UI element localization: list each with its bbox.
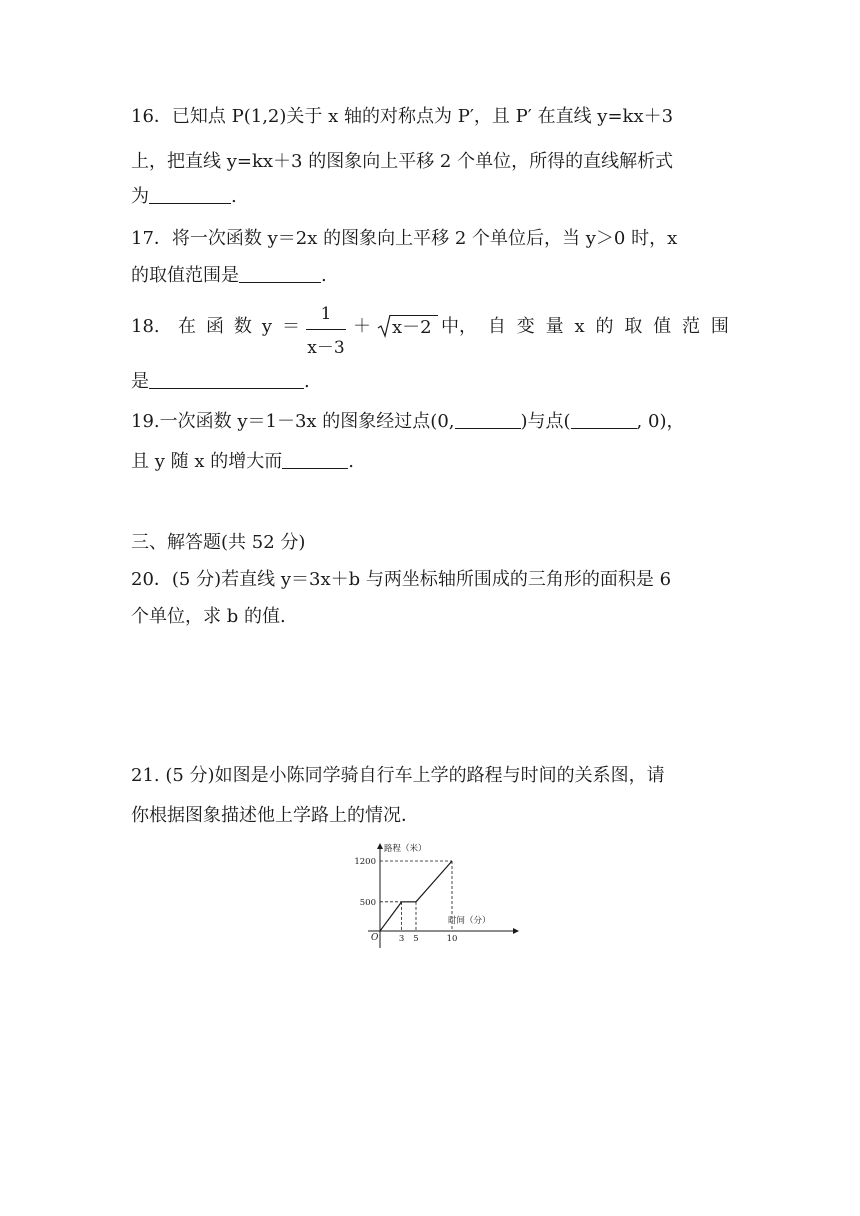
chart-series	[380, 861, 452, 931]
q19-blank-trend[interactable]	[282, 450, 348, 469]
x-tick-label: 5	[413, 934, 419, 944]
q19-blank-x[interactable]	[571, 410, 637, 429]
series-segment	[380, 902, 402, 931]
q20-line-2: 个单位，求 b 的值.	[131, 606, 286, 627]
q18-words-after: 中， 自 变 量 x 的 取 值 范 围	[441, 316, 729, 337]
q20-line-1: 20．(5 分)若直线 y＝3x＋b 与两坐标轴所围成的三角形的面积是 6	[131, 569, 672, 590]
q19-line-2: 且 y 随 x 的增大而 .	[131, 451, 354, 472]
x-axis-label: 时间（分）	[448, 916, 491, 926]
section-3-title: 三、解答题(共 52 分)	[131, 532, 306, 553]
q17-line-1: 17．将一次函数 y＝2x 的图象向上平移 2 个单位后，当 y＞0 时，x	[131, 228, 678, 249]
x-tick-label: 3	[398, 934, 405, 944]
origin-label: O	[371, 933, 379, 943]
y-tick-label: 1200	[354, 857, 376, 867]
q17-line-2: 的取值范围是 .	[131, 265, 327, 286]
q16-line-1	[131, 105, 729, 129]
chart-guide-lines	[380, 861, 452, 931]
q16-answer-blank[interactable]	[149, 185, 231, 204]
y-tick-label: 500	[359, 897, 376, 908]
q18-fraction-denominator: x－3	[307, 338, 345, 358]
q21-line-2: 你根据图象描述他上学路上的情况．	[131, 805, 419, 826]
q18-sqrt-content: x－2	[392, 317, 432, 338]
x-tick-label: 10	[446, 934, 458, 944]
q21-line-1: 21. (5 分)如图是小陈同学骑自行车上学的路程与时间的关系图，请	[131, 765, 665, 786]
q16-line-3: 为 .	[131, 186, 237, 207]
q18-fraction-numerator: 1	[320, 304, 332, 324]
series-segment	[416, 861, 452, 902]
q18-line-2: 是 .	[131, 371, 310, 392]
q19-line-1: 19.一次函数 y＝1－3x 的图象经过点(0, )与点( , 0)，	[131, 411, 685, 432]
q16-text-1: 16．已知点 P(1,2)关于 x 轴的对称点为 P′，且 P′ 在直线 y=kx＋3	[131, 106, 674, 127]
q18-fraction-bar	[306, 329, 346, 330]
distance-time-chart	[340, 838, 530, 953]
q18-number: 18.	[131, 316, 160, 337]
q18-words-before: 在 函 数 y ＝	[178, 316, 300, 337]
q18-answer-blank[interactable]	[149, 370, 304, 389]
q17-answer-blank[interactable]	[239, 264, 321, 283]
q19-blank-y[interactable]	[455, 410, 521, 429]
y-axis-label: 路程（米）	[384, 844, 427, 854]
q16-line-2: 上，把直线 y=kx＋3 的图象向上平移 2 个单位，所得的直线解析式	[131, 151, 674, 172]
q18-plus: ＋	[353, 316, 371, 337]
q18-sqrt-sign	[377, 313, 391, 339]
